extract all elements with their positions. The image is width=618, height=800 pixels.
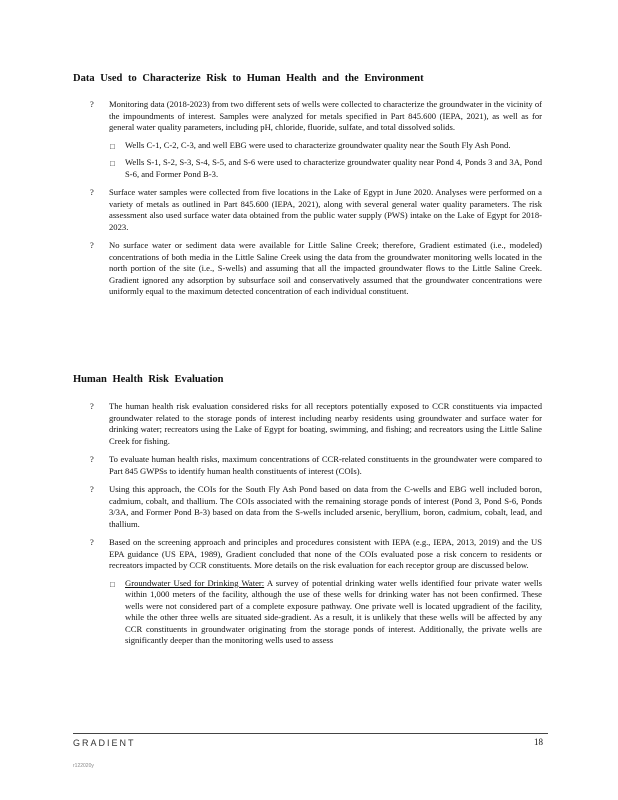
sub-bullet-s-wells	[109, 157, 542, 180]
bullet-no-surface-water	[90, 240, 542, 298]
bullet-mark: ?	[90, 484, 94, 494]
bullet-mark: ?	[90, 537, 94, 547]
checkbox-icon: □	[110, 579, 115, 589]
document-id: r122020y	[73, 763, 94, 769]
bullet-text: Using this approach, the COIs for the South Fly Ash Pond based on data from the C-wells and EBG well included boron, cadmium, cobalt, and thallium. The COIs associated with the remaining storage ponds of interest (Pond 3, Pond S-6, Ponds 3/3A, and Former Pond B-3) based on data from the S-wells included arsenic, beryllium, boron, cadmium, cobalt, lead, and thallium.	[109, 484, 542, 529]
page-number: 18	[534, 737, 543, 747]
section2-bullet-list	[90, 401, 542, 654]
gradient-logo: GRADIENT	[73, 738, 136, 748]
sub-bullet-text: Wells S-1, S-2, S-3, S-4, S-5, and S-6 were used to characterize groundwater quality near Pond 4, Ponds 3 and 3A, Pond S-6, and Former Pond B-3.	[125, 157, 542, 179]
bullet-mark: ?	[90, 401, 94, 411]
bullet-text: No surface water or sediment data were available for Little Saline Creek; therefore, Gradient estimated (i.e., modeled) concentrations of both media in the Little Saline Creek using the data from the groundwater monitoring wells located in the north portion of the site (i.e., S-wells) and assuming that all the impacted groundwater flows to the Little Saline Creek. Gradient ignored any adsorption by subsurface soil and conservatively assumed that the groundwater concentrations were uniformly equal to the maximum detected concentration of each individual constituent.	[109, 240, 542, 296]
bullet-evaluate-risks	[90, 454, 542, 477]
bullet-screening-approach	[90, 537, 542, 647]
bullet-mark: ?	[90, 187, 94, 197]
bullet-coi-approach	[90, 484, 542, 530]
section-heading-data-used: Data Used to Characterize Risk to Human Health and the Environment	[73, 73, 424, 84]
section1-bullet-list	[90, 99, 542, 305]
bullet-text: The human health risk evaluation considered risks for all receptors potentially exposed to CCR constituents via impacted groundwater related to the storage ponds of interest including nearby residents using groundwater and surface water for drinking water; recreators using the Lake of Egypt for boating, swimming, and fishing; and recreators using the Little Saline Creek for fishing.	[109, 401, 542, 446]
sub-bullet-lead-label: Groundwater Used for Drinking Water:	[125, 577, 265, 588]
bullet-text: Surface water samples were collected from five locations in the Lake of Egypt in June 2020. Analyses were performed on a variety of metals as outlined in Part 845.600 (IEPA, 2021), along with several general water quality parameters. The risk assessment also used surface water data obtained from the public water supply (PWS) intake on the Lake of Egypt for 2018-2023.	[109, 187, 542, 232]
bullet-mark: ?	[90, 240, 94, 250]
bullet-text: Monitoring data (2018-2023) from two different sets of wells were collected to characterize the groundwater in the vicinity of the impoundments of interest. Samples were analyzed for metals specified in Part 845.600 (IEPA, 2021), as well as for general water quality parameters, including pH, chloride, fluoride, sulfate, and total dissolved solids.	[109, 99, 542, 132]
bullet-text: Based on the screening approach and principles and procedures consistent with IEPA (e.g., IEPA, 2013, 2019) and the US EPA guidance (US EPA, 1989), Gradient concluded that none of the COIs evaluated pose a risk concern to residents or recreators impacted by CCR constituents. More details on the risk evaluation for each receptor group are discussed below.	[109, 537, 542, 570]
sub-bullet-c-wells	[109, 140, 542, 152]
bullet-surface-water	[90, 187, 542, 233]
sub-bullet-text: A survey of potential drinking water wells identified four private water wells within 1,000 meters of the facility, although the use of these wells for drinking water has not been confirmed. These wells were not considered part of a complete exposure pathway. One private well is located upgradient of the facility, while the other three wells are situated side-gradient. As a result, it is unlikely that these wells will be affected by any CCR constituents in groundwater originating from the storage ponds of interest. Additionally, the private wells are significantly deeper than the monitoring wells used to assess	[125, 577, 542, 645]
footer-divider	[73, 733, 548, 734]
bullet-text: To evaluate human health risks, maximum concentrations of CCR-related constituents in the groundwater were compared to Part 845 GWPSs to identify human health constituents of interest (COIs).	[109, 454, 542, 476]
bullet-mark: ?	[90, 99, 94, 109]
section-heading-human-health: Human Health Risk Evaluation	[73, 374, 224, 385]
bullet-monitoring-data	[90, 99, 542, 180]
checkbox-icon: □	[110, 141, 115, 151]
checkbox-icon: □	[110, 159, 115, 168]
bullet-human-health-evaluation	[90, 401, 542, 447]
sub-bullet-text: Wells C-1, C-2, C-3, and well EBG were used to characterize groundwater quality near the South Fly Ash Pond.	[125, 139, 511, 150]
sub-bullet-groundwater-drinking	[109, 578, 542, 647]
bullet-mark: ?	[90, 454, 94, 464]
